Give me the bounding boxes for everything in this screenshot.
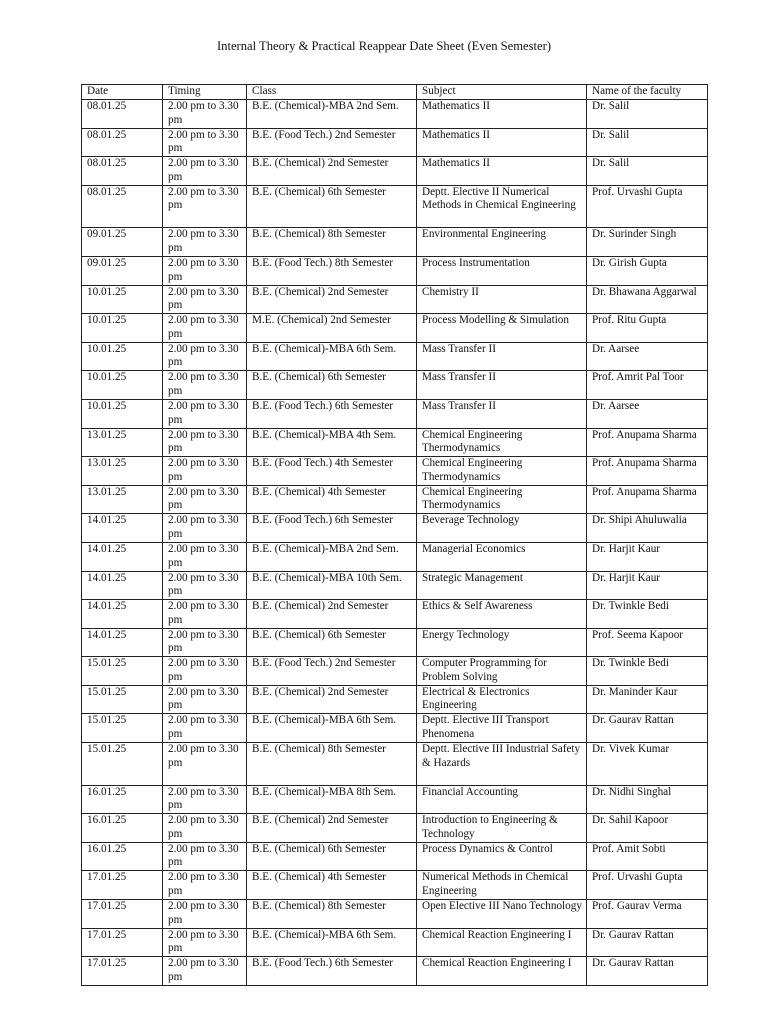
header-class: Class xyxy=(247,85,417,100)
header-date: Date xyxy=(82,85,163,100)
cell-class: B.E. (Chemical)-MBA 6th Sem. xyxy=(247,928,417,957)
cell-class: B.E. (Food Tech.) 6th Semester xyxy=(247,399,417,428)
table-header-row xyxy=(82,85,708,100)
cell-date: 10.01.25 xyxy=(82,285,163,314)
cell-subject: Managerial Economics xyxy=(417,542,587,571)
cell-date: 14.01.25 xyxy=(82,571,163,600)
table-row xyxy=(82,842,708,871)
cell-class: B.E. (Chemical) 2nd Semester xyxy=(247,814,417,843)
table-row xyxy=(82,485,708,514)
cell-class: B.E. (Food Tech.) 2nd Semester xyxy=(247,657,417,686)
header-faculty: Name of the faculty xyxy=(587,85,708,100)
cell-date: 14.01.25 xyxy=(82,542,163,571)
cell-class: B.E. (Chemical) 2nd Semester xyxy=(247,157,417,186)
table-row xyxy=(82,100,708,129)
cell-subject: Computer Programming for Problem Solving xyxy=(417,657,587,686)
cell-subject: Mathematics II xyxy=(417,128,587,157)
cell-timing: 2.00 pm to 3.30 pm xyxy=(163,628,247,657)
cell-class: B.E. (Chemical)-MBA 2nd Sem. xyxy=(247,542,417,571)
cell-timing: 2.00 pm to 3.30 pm xyxy=(163,399,247,428)
cell-subject: Introduction to Engineering & Technology xyxy=(417,814,587,843)
cell-faculty: Dr. Shipi Ahuluwalia xyxy=(587,514,708,543)
cell-class: B.E. (Food Tech.) 4th Semester xyxy=(247,457,417,486)
cell-timing: 2.00 pm to 3.30 pm xyxy=(163,185,247,228)
cell-faculty: Prof. Urvashi Gupta xyxy=(587,871,708,900)
cell-class: B.E. (Chemical) 8th Semester xyxy=(247,228,417,257)
table-row xyxy=(82,900,708,929)
cell-timing: 2.00 pm to 3.30 pm xyxy=(163,100,247,129)
cell-date: 13.01.25 xyxy=(82,428,163,457)
cell-subject: Mathematics II xyxy=(417,157,587,186)
cell-faculty: Dr. Bhawana Aggarwal xyxy=(587,285,708,314)
cell-timing: 2.00 pm to 3.30 pm xyxy=(163,228,247,257)
cell-subject: Chemical Reaction Engineering I xyxy=(417,928,587,957)
table-row xyxy=(82,157,708,186)
cell-class: B.E. (Food Tech.) 2nd Semester xyxy=(247,128,417,157)
cell-subject: Chemical Engineering Thermodynamics xyxy=(417,485,587,514)
cell-subject: Process Instrumentation xyxy=(417,256,587,285)
cell-faculty: Dr. Vivek Kumar xyxy=(587,743,708,786)
cell-timing: 2.00 pm to 3.30 pm xyxy=(163,314,247,343)
header-subject: Subject xyxy=(417,85,587,100)
cell-date: 08.01.25 xyxy=(82,157,163,186)
cell-faculty: Prof. Amrit Pal Toor xyxy=(587,371,708,400)
cell-date: 15.01.25 xyxy=(82,743,163,786)
table-row xyxy=(82,371,708,400)
table-row xyxy=(82,871,708,900)
cell-class: B.E. (Chemical)-MBA 6th Sem. xyxy=(247,342,417,371)
cell-class: B.E. (Food Tech.) 8th Semester xyxy=(247,256,417,285)
cell-subject: Strategic Management xyxy=(417,571,587,600)
cell-timing: 2.00 pm to 3.30 pm xyxy=(163,657,247,686)
cell-subject: Mass Transfer II xyxy=(417,371,587,400)
cell-date: 09.01.25 xyxy=(82,256,163,285)
cell-subject: Chemical Reaction Engineering I xyxy=(417,957,587,986)
cell-date: 14.01.25 xyxy=(82,628,163,657)
cell-faculty: Dr. Girish Gupta xyxy=(587,256,708,285)
cell-class: B.E. (Food Tech.) 6th Semester xyxy=(247,514,417,543)
table-row xyxy=(82,785,708,814)
cell-faculty: Dr. Sahil Kapoor xyxy=(587,814,708,843)
cell-timing: 2.00 pm to 3.30 pm xyxy=(163,514,247,543)
cell-subject: Environmental Engineering xyxy=(417,228,587,257)
table-row xyxy=(82,342,708,371)
cell-subject: Process Modelling & Simulation xyxy=(417,314,587,343)
cell-subject: Mass Transfer II xyxy=(417,342,587,371)
cell-class: B.E. (Chemical)-MBA 2nd Sem. xyxy=(247,100,417,129)
table-row xyxy=(82,256,708,285)
cell-faculty: Prof. Gaurav Verma xyxy=(587,900,708,929)
table-row xyxy=(82,285,708,314)
cell-date: 17.01.25 xyxy=(82,900,163,929)
cell-class: B.E. (Chemical) 6th Semester xyxy=(247,371,417,400)
table-row xyxy=(82,743,708,786)
cell-faculty: Dr. Aarsee xyxy=(587,342,708,371)
cell-date: 10.01.25 xyxy=(82,371,163,400)
table-row xyxy=(82,600,708,629)
cell-subject: Deptt. Elective III Industrial Safety & Hazards xyxy=(417,743,587,786)
cell-timing: 2.00 pm to 3.30 pm xyxy=(163,157,247,186)
table-row xyxy=(82,657,708,686)
cell-subject: Energy Technology xyxy=(417,628,587,657)
cell-timing: 2.00 pm to 3.30 pm xyxy=(163,285,247,314)
cell-class: B.E. (Chemical)-MBA 6th Sem. xyxy=(247,714,417,743)
header-timing: Timing xyxy=(163,85,247,100)
cell-class: B.E. (Food Tech.) 6th Semester xyxy=(247,957,417,986)
cell-faculty: Dr. Twinkle Bedi xyxy=(587,600,708,629)
table-row xyxy=(82,314,708,343)
table-row xyxy=(82,228,708,257)
cell-date: 10.01.25 xyxy=(82,314,163,343)
cell-class: B.E. (Chemical) 2nd Semester xyxy=(247,600,417,629)
table-row xyxy=(82,128,708,157)
cell-subject: Ethics & Self Awareness xyxy=(417,600,587,629)
table-row xyxy=(82,457,708,486)
cell-date: 15.01.25 xyxy=(82,714,163,743)
cell-timing: 2.00 pm to 3.30 pm xyxy=(163,842,247,871)
table-row xyxy=(82,814,708,843)
table-row xyxy=(82,399,708,428)
cell-class: B.E. (Chemical) 4th Semester xyxy=(247,485,417,514)
cell-timing: 2.00 pm to 3.30 pm xyxy=(163,128,247,157)
cell-subject: Deptt. Elective II Numerical Methods in Chemical Engineering xyxy=(417,185,587,228)
cell-faculty: Dr. Gaurav Rattan xyxy=(587,957,708,986)
cell-faculty: Dr. Surinder Singh xyxy=(587,228,708,257)
table-body xyxy=(82,100,708,986)
cell-faculty: Dr. Salil xyxy=(587,128,708,157)
cell-faculty: Prof. Anupama Sharma xyxy=(587,457,708,486)
cell-faculty: Dr. Salil xyxy=(587,100,708,129)
cell-date: 15.01.25 xyxy=(82,685,163,714)
cell-faculty: Prof. Ritu Gupta xyxy=(587,314,708,343)
cell-subject: Mathematics II xyxy=(417,100,587,129)
cell-date: 08.01.25 xyxy=(82,128,163,157)
cell-subject: Mass Transfer II xyxy=(417,399,587,428)
cell-timing: 2.00 pm to 3.30 pm xyxy=(163,928,247,957)
cell-faculty: Dr. Twinkle Bedi xyxy=(587,657,708,686)
cell-class: B.E. (Chemical) 2nd Semester xyxy=(247,685,417,714)
cell-faculty: Dr. Salil xyxy=(587,157,708,186)
cell-date: 10.01.25 xyxy=(82,342,163,371)
cell-timing: 2.00 pm to 3.30 pm xyxy=(163,714,247,743)
cell-date: 14.01.25 xyxy=(82,600,163,629)
cell-timing: 2.00 pm to 3.30 pm xyxy=(163,957,247,986)
cell-class: B.E. (Chemical) 2nd Semester xyxy=(247,285,417,314)
cell-subject: Beverage Technology xyxy=(417,514,587,543)
cell-date: 09.01.25 xyxy=(82,228,163,257)
table-row xyxy=(82,714,708,743)
cell-faculty: Dr. Aarsee xyxy=(587,399,708,428)
cell-subject: Open Elective III Nano Technology xyxy=(417,900,587,929)
cell-faculty: Prof. Urvashi Gupta xyxy=(587,185,708,228)
cell-class: B.E. (Chemical)-MBA 10th Sem. xyxy=(247,571,417,600)
cell-timing: 2.00 pm to 3.30 pm xyxy=(163,685,247,714)
cell-subject: Process Dynamics & Control xyxy=(417,842,587,871)
cell-subject: Numerical Methods in Chemical Engineering xyxy=(417,871,587,900)
cell-date: 16.01.25 xyxy=(82,785,163,814)
cell-faculty: Dr. Harjit Kaur xyxy=(587,571,708,600)
cell-timing: 2.00 pm to 3.30 pm xyxy=(163,485,247,514)
cell-faculty: Prof. Anupama Sharma xyxy=(587,485,708,514)
cell-timing: 2.00 pm to 3.30 pm xyxy=(163,342,247,371)
cell-subject: Electrical & Electronics Engineering xyxy=(417,685,587,714)
cell-timing: 2.00 pm to 3.30 pm xyxy=(163,428,247,457)
cell-date: 14.01.25 xyxy=(82,514,163,543)
cell-subject: Chemistry II xyxy=(417,285,587,314)
cell-date: 08.01.25 xyxy=(82,185,163,228)
cell-class: B.E. (Chemical) 6th Semester xyxy=(247,628,417,657)
cell-timing: 2.00 pm to 3.30 pm xyxy=(163,900,247,929)
cell-date: 16.01.25 xyxy=(82,814,163,843)
cell-date: 13.01.25 xyxy=(82,485,163,514)
table-row xyxy=(82,514,708,543)
cell-class: B.E. (Chemical)-MBA 8th Sem. xyxy=(247,785,417,814)
cell-class: B.E. (Chemical)-MBA 4th Sem. xyxy=(247,428,417,457)
table-row xyxy=(82,928,708,957)
table-row xyxy=(82,428,708,457)
page-title: Internal Theory & Practical Reappear Date Sheet (Even Semester) xyxy=(216,39,552,53)
cell-timing: 2.00 pm to 3.30 pm xyxy=(163,785,247,814)
cell-date: 13.01.25 xyxy=(82,457,163,486)
cell-date: 10.01.25 xyxy=(82,399,163,428)
cell-class: B.E. (Chemical) 4th Semester xyxy=(247,871,417,900)
cell-date: 16.01.25 xyxy=(82,842,163,871)
cell-class: M.E. (Chemical) 2nd Semester xyxy=(247,314,417,343)
cell-timing: 2.00 pm to 3.30 pm xyxy=(163,743,247,786)
cell-subject: Deptt. Elective III Transport Phenomena xyxy=(417,714,587,743)
cell-faculty: Dr. Gaurav Rattan xyxy=(587,928,708,957)
cell-faculty: Dr. Harjit Kaur xyxy=(587,542,708,571)
table-row xyxy=(82,185,708,228)
cell-faculty: Prof. Anupama Sharma xyxy=(587,428,708,457)
cell-class: B.E. (Chemical) 6th Semester xyxy=(247,842,417,871)
date-sheet-table xyxy=(81,84,708,986)
table-row xyxy=(82,685,708,714)
cell-date: 17.01.25 xyxy=(82,928,163,957)
cell-subject: Chemical Engineering Thermodynamics xyxy=(417,457,587,486)
cell-timing: 2.00 pm to 3.30 pm xyxy=(163,814,247,843)
table-row xyxy=(82,957,708,986)
cell-subject: Chemical Engineering Thermodynamics xyxy=(417,428,587,457)
cell-timing: 2.00 pm to 3.30 pm xyxy=(163,600,247,629)
cell-date: 08.01.25 xyxy=(82,100,163,129)
cell-timing: 2.00 pm to 3.30 pm xyxy=(163,571,247,600)
table-row xyxy=(82,628,708,657)
cell-timing: 2.00 pm to 3.30 pm xyxy=(163,371,247,400)
cell-timing: 2.00 pm to 3.30 pm xyxy=(163,871,247,900)
cell-faculty: Prof. Seema Kapoor xyxy=(587,628,708,657)
cell-class: B.E. (Chemical) 6th Semester xyxy=(247,185,417,228)
cell-date: 17.01.25 xyxy=(82,957,163,986)
cell-timing: 2.00 pm to 3.30 pm xyxy=(163,256,247,285)
cell-faculty: Prof. Amit Sobti xyxy=(587,842,708,871)
cell-faculty: Dr. Gaurav Rattan xyxy=(587,714,708,743)
table-row xyxy=(82,542,708,571)
table-row xyxy=(82,571,708,600)
cell-date: 15.01.25 xyxy=(82,657,163,686)
cell-faculty: Dr. Maninder Kaur xyxy=(587,685,708,714)
cell-timing: 2.00 pm to 3.30 pm xyxy=(163,457,247,486)
cell-timing: 2.00 pm to 3.30 pm xyxy=(163,542,247,571)
cell-date: 17.01.25 xyxy=(82,871,163,900)
cell-class: B.E. (Chemical) 8th Semester xyxy=(247,900,417,929)
cell-class: B.E. (Chemical) 8th Semester xyxy=(247,743,417,786)
cell-subject: Financial Accounting xyxy=(417,785,587,814)
cell-faculty: Dr. Nidhi Singhal xyxy=(587,785,708,814)
